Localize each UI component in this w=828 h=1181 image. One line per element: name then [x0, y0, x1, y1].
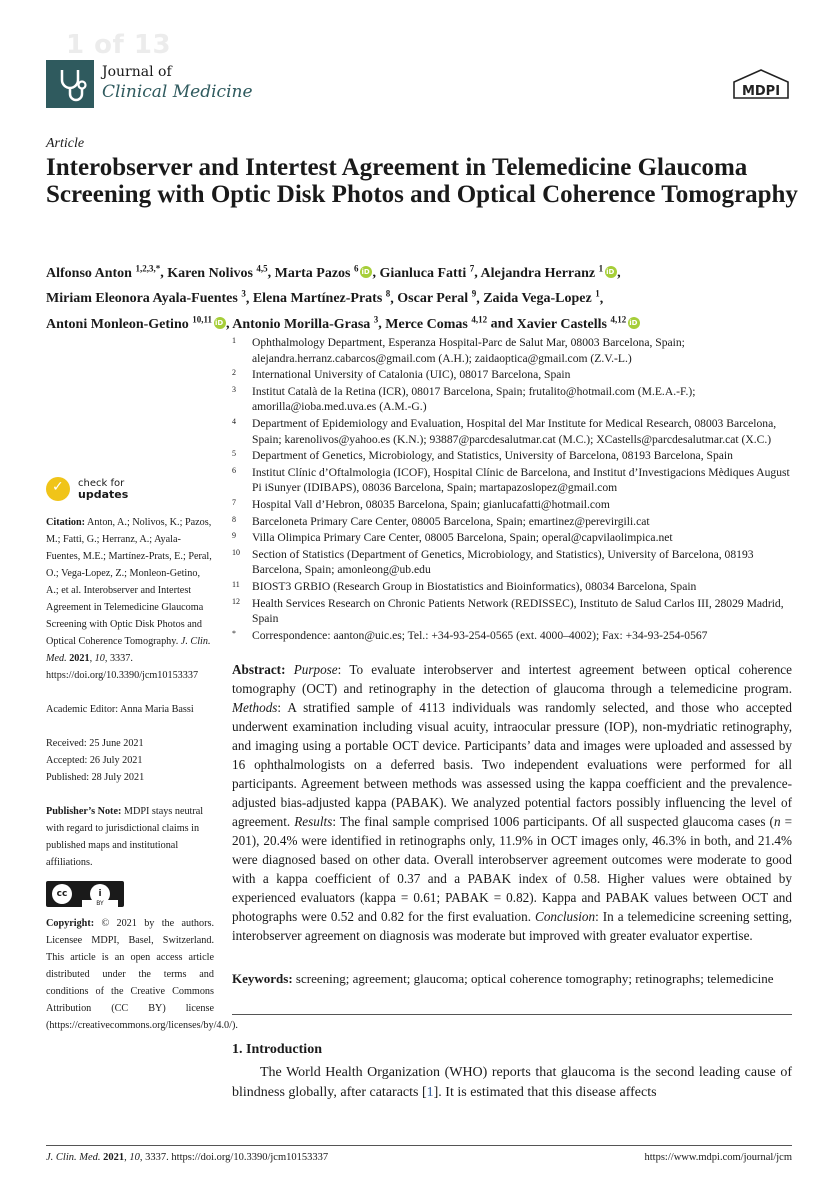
- affiliation-mark: 6: [232, 465, 236, 475]
- author[interactable]: [483, 288, 600, 307]
- keywords-label: Keywords:: [232, 971, 293, 986]
- academic-editor: Academic Editor: Anna Maria Bassi: [46, 704, 194, 715]
- author-affiliation-marks: 1: [595, 288, 600, 299]
- footer-volume: 10: [129, 1152, 140, 1163]
- author[interactable]: [274, 263, 373, 281]
- results-text-a: : The final sample comprised 1006 participants. Of all suspected glaucoma cases (: [332, 814, 774, 829]
- author[interactable]: [46, 314, 226, 332]
- article-type: Article: [46, 136, 85, 151]
- cc-icon: cc: [52, 884, 72, 904]
- check-updates-line1: check for: [78, 478, 125, 489]
- check-updates-icon: [46, 477, 70, 501]
- affiliation-mark: 7: [232, 497, 236, 507]
- author-name: Antoni Monleon-Getino: [46, 316, 189, 332]
- author-affiliation-marks: 10,11: [192, 314, 212, 325]
- affiliation-item: [232, 448, 792, 464]
- author-affiliation-marks: 8: [385, 288, 391, 299]
- author[interactable]: [232, 314, 379, 332]
- author[interactable]: [167, 263, 268, 281]
- copyright-text: © 2021 by the authors. Licensee MDPI, Basel, Switzerland. This article is an open access article distributed under the terms and conditions of the Creative Commons Attribution (CC BY) license (https://creativecommons.org/licenses/by/4.0/).: [46, 918, 238, 1031]
- author-separator: ,: [245, 291, 253, 307]
- methods-text: : A stratified sample of 4113 individuals was randomly selected, and those who accepted underwent examination including visual acuity, intraocular pressure (IOP), non-mydriatic retinography, and imaging using a portable OCT device. Participants’ data and images were uploaded and assessed by 16 ophthalmologists on a deferred basis. Two independent evaluations were performed for all participants. Agreement between methods was assessed using the kappa coefficient and the prevalence-adjusted bias-adjusted kappa (PABAK). We analyzed potential factors possibly influencing the level of agreement.: [232, 700, 792, 829]
- author-name: Zaida Vega-Lopez: [483, 291, 592, 307]
- author-separator: ,: [226, 316, 233, 332]
- section-divider: [232, 1014, 792, 1015]
- check-for-updates-button[interactable]: [46, 477, 128, 501]
- author-name: Oscar Peral: [397, 291, 469, 307]
- affiliation-text: Hospital Vall d’Hebron, 08035 Barcelona, Spain; gianlucafatti@hotmail.com: [252, 497, 610, 511]
- affiliation-mark: 8: [232, 514, 236, 524]
- author-name: Gianluca Fatti: [379, 265, 467, 281]
- affiliation-mark: 5: [232, 449, 236, 459]
- citation-volume: 10: [94, 653, 105, 664]
- affiliation-item: [232, 416, 792, 447]
- check-updates-line2: updates: [78, 488, 129, 501]
- affiliation-text: Health Services Research on Chronic Patients Network (REDISSEC), Instituto de Salud Carlos III, 28029 Madrid, Spain: [252, 596, 784, 626]
- author-affiliation-marks: 1: [598, 263, 604, 273]
- affiliation-mark: *: [232, 628, 236, 638]
- affiliation-item: [232, 530, 792, 546]
- affiliation-mark: 9: [232, 531, 236, 541]
- author-affiliation-marks: 9: [471, 288, 477, 299]
- methods-label: Methods: [232, 700, 278, 715]
- footer-journal-url[interactable]: https://www.mdpi.com/journal/jcm: [644, 1152, 792, 1163]
- copyright: [46, 915, 238, 1034]
- author[interactable]: [46, 288, 246, 307]
- conclusion-label: Conclusion: [535, 909, 596, 924]
- conclusion-text: : In a telemedicine screening setting, interobserver agreement on diagnosis was moderate but improved with greater evaluator expertise.: [232, 909, 792, 943]
- author-affiliation-marks: 1,2,3,*: [135, 263, 161, 273]
- affiliation-item: [232, 579, 792, 595]
- publisher-note-label: Publisher’s Note:: [46, 806, 122, 817]
- journal-name[interactable]: [102, 64, 253, 102]
- keywords-text: screening; agreement; glaucoma; optical coherence tomography; retinographs; telemedicine: [295, 971, 774, 986]
- published-date: Published: 28 July 2021: [46, 772, 145, 783]
- author-affiliation-marks: 3: [241, 288, 246, 299]
- citation-doi[interactable]: , 3337. https://doi.org/10.3390/jcm10153337: [46, 653, 199, 681]
- publisher-note: [46, 803, 214, 871]
- article-title: Interobserver and Intertest Agreement in Telemedicine Glaucoma Screening with Optic Disk Photos and Optical Coherence Tomography: [46, 154, 798, 208]
- copyright-label: Copyright:: [46, 918, 95, 929]
- author-name: Alfonso Anton: [46, 265, 132, 281]
- journal-logo[interactable]: [46, 60, 94, 108]
- author-affiliation-marks: 4,12: [610, 314, 627, 325]
- author-name: Miriam Eleonora Ayala-Fuentes: [46, 291, 238, 307]
- footer-divider: [46, 1145, 792, 1146]
- accepted-date: Accepted: 26 July 2021: [46, 755, 143, 766]
- cc-by-label: BY: [82, 900, 118, 907]
- purpose-label: Purpose: [293, 662, 338, 677]
- orcid-icon[interactable]: [214, 317, 226, 329]
- author-separator: and: [487, 316, 517, 332]
- author[interactable]: [252, 288, 391, 307]
- author[interactable]: [480, 263, 617, 281]
- affiliation-mark: 10: [232, 547, 240, 557]
- author[interactable]: [397, 288, 477, 307]
- affiliation-text: Ophthalmology Department, Esperanza Hospital-Parc de Salut Mar, 08003 Barcelona, Spain; alejandra.herranz.cabarcos@gmail.com (A.H.); zaidaoptica@gmail.com (Z.V.-L.): [252, 336, 685, 365]
- author-name: Antonio Morilla-Grasa: [232, 316, 371, 332]
- affiliation-text: Correspondence: aanton@uic.es; Tel.: +34-93-254-0565 (ext. 4000–4002); Fax: +34-93-254-0567: [252, 628, 708, 642]
- publisher-note-text: MDPI stays neutral with regard to jurisdictional claims in published maps and institutional affiliations.: [46, 806, 204, 868]
- abstract-label: Abstract:: [232, 662, 286, 677]
- affiliation-item: [232, 514, 792, 530]
- affiliation-item: [232, 465, 792, 496]
- affiliation-mark: 2: [232, 368, 236, 378]
- section-heading-introduction: 1. Introduction: [232, 1042, 322, 1057]
- author-name: Merce Comas: [385, 316, 468, 332]
- author-name: Xavier Castells: [516, 316, 607, 332]
- citation-year: 2021: [69, 653, 90, 664]
- author-name: Karen Nolivos: [167, 265, 253, 281]
- author-affiliation-marks: 4,5: [256, 263, 268, 273]
- author-affiliation-marks: 4,12: [471, 314, 488, 325]
- citation-text: Anton, A.; Nolivos, K.; Pazos, M.; Fatti, G.; Herranz, A.; Ayala-Fuentes, M.E.; Martínez-Prats, E.; Peral, O.; Vega-Lopez, Z.; Monleon-Getino, A.; et al. Interobserver and Intertest Agreement in Telemedicine Glaucoma Screening with Optic Disk Photos and Optical Coherence Tomography.: [46, 517, 212, 647]
- affiliation-text: Barceloneta Primary Care Center, 08005 Barcelona, Spain; emartinez@perevirgili.cat: [252, 514, 650, 528]
- orcid-icon[interactable]: [605, 266, 617, 278]
- author-separator: ,: [267, 265, 275, 281]
- received-date: Received: 25 June 2021: [46, 738, 144, 749]
- affiliation-mark: 11: [232, 579, 240, 589]
- author-name: Elena Martínez-Prats: [252, 291, 383, 307]
- mdpi-logo[interactable]: [730, 68, 792, 104]
- author-name: Alejandra Herranz: [480, 265, 596, 281]
- introduction-paragraph: [232, 1063, 792, 1103]
- affiliation-item: [232, 596, 792, 627]
- affiliation-item: [232, 497, 792, 513]
- affiliation-text: Institut Català de la Retina (ICR), 08017 Barcelona, Spain; frutalito@hotmail.com (M.E.A.-F.); amorilla@ioba.med.uva.es (A.M.-G.): [252, 384, 696, 414]
- affiliation-text: Department of Genetics, Microbiology, and Statistics, University of Barcelona, 08193 Barcelona, Spain: [252, 449, 733, 463]
- footer-year: 2021: [103, 1152, 125, 1163]
- orcid-icon[interactable]: [628, 317, 640, 329]
- purpose-text: : To evaluate interobserver and intertest agreement between optical coherence tomography (OCT) and retinography in the detection of glaucoma through a telemedicine program.: [232, 662, 793, 696]
- author-affiliation-marks: 7: [469, 263, 475, 273]
- author-affiliation-marks: 6: [353, 263, 359, 273]
- abstract: [232, 660, 792, 945]
- footer-journal: J. Clin. Med.: [46, 1152, 101, 1163]
- author-separator: ,: [160, 265, 168, 281]
- author-separator: ,: [378, 316, 386, 332]
- citation-link[interactable]: 1: [426, 1085, 434, 1100]
- affiliation-item: [232, 335, 792, 366]
- intro-text-a: The World Health Organization (WHO) reports that glaucoma is the second leading cause of blindness globally, after cataracts [: [232, 1065, 792, 1100]
- page-indicator: 1 of 13: [66, 30, 172, 60]
- affiliation-item: [232, 547, 792, 578]
- author-separator: ,: [599, 291, 604, 307]
- affiliation-item: [232, 367, 792, 383]
- affiliation-mark: 1: [232, 336, 236, 345]
- author[interactable]: [516, 314, 641, 332]
- author[interactable]: [46, 263, 161, 281]
- mdpi-logo-icon: [730, 68, 792, 104]
- results-text-b: = 201), 20.4% were identified in retinographs only, 11.9% in OCT images only, 46.3% in both, and 21.4% were diagnosed based on other data. Overall interobserver agreement outcomes were moderate to good with a kappa coefficient of 0.37 and a PABAK index of 0.58. Higher values were obtained by experienced evaluators (kappa = 0.61; PABAK = 0.82). Kappa and PABAK values between OCT and photographs were 0.52 and 0.82 for the first evaluation.: [232, 814, 792, 924]
- orcid-icon[interactable]: [360, 266, 372, 278]
- journal-name-line1: Journal of: [102, 64, 172, 80]
- affiliations: [232, 335, 792, 644]
- author-list: [46, 258, 806, 335]
- cc-by-license-badge[interactable]: [46, 881, 124, 907]
- affiliation-item: [232, 628, 792, 644]
- author-separator: ,: [617, 265, 621, 281]
- author-separator: ,: [474, 265, 481, 281]
- affiliation-mark: 4: [232, 416, 236, 426]
- citation-journal: J. Clin. Med.: [46, 636, 211, 664]
- affiliation-text: International University of Catalonia (UIC), 08017 Barcelona, Spain: [252, 368, 571, 382]
- results-n: n: [773, 814, 781, 829]
- affiliation-mark: 12: [232, 596, 240, 606]
- intro-text-b: ]. It is estimated that this disease affects: [433, 1085, 657, 1100]
- affiliation-item: [232, 384, 792, 415]
- citation-label: Citation:: [46, 517, 86, 528]
- author[interactable]: [385, 314, 488, 332]
- mdpi-logo-text: MDPI: [741, 84, 781, 99]
- affiliation-text: Villa Olimpica Primary Care Center, 08005 Barcelona, Spain; operal@capvilaolimpica.net: [252, 531, 673, 545]
- author-separator: ,: [476, 291, 484, 307]
- affiliation-text: BIOST3 GRBIO (Research Group in Biostatistics and Bioinformatics), 08034 Barcelona, Spain: [252, 579, 697, 593]
- author-name: Marta Pazos: [274, 265, 351, 281]
- affiliation-text: Institut Clínic d’Oftalmologia (ICOF), Hospital Clínic de Barcelona, and Institut d’Investigacions Mèdiques August Pi iSunyer (IDIBAPS), 08036 Barcelona, Spain; martapazoslopez@gmail.com: [252, 465, 790, 495]
- affiliation-mark: 3: [232, 384, 236, 394]
- footer-citation: J. Clin. Med. 2021, 10, 3337. https://doi.org/10.3390/jcm10153337: [46, 1152, 329, 1163]
- stethoscope-icon: [46, 60, 94, 108]
- keywords: [232, 970, 792, 988]
- attribution-icon: i: [90, 884, 110, 904]
- journal-name-line2: Clinical Medicine: [102, 82, 253, 102]
- citation: Citation: Anton, A.; Nolivos, K.; Pazos, M.; Fatti, G.; Herranz, A.; Ayala-Fuentes, M.E.; Martínez-Prats, E.; Peral, O.; Vega-Lopez, Z.; Monleon-Getino, A.; et al. Interobserver and Intertest Agreement in Telemedicine Glaucoma Screening with Optic Disk Photos and Optical Coherence Tomography. J. Clin. Med. 2021, 10, 3337. https://doi.org/10.3390/jcm10153337: [46, 517, 212, 681]
- results-label: Results: [294, 814, 333, 829]
- author-separator: ,: [390, 291, 398, 307]
- author-affiliation-marks: 3: [373, 314, 379, 325]
- author[interactable]: [379, 263, 475, 281]
- affiliation-text: Section of Statistics (Department of Genetics, Microbiology, and Statistics), University of Barcelona, 08193 Barcelona, Spain; amonleong@ub.edu: [252, 547, 754, 577]
- affiliation-text: Department of Epidemiology and Evaluation, Hospital del Mar Institute for Medical Research, 08003 Barcelona, Spain; karenolivos@yahoo.es (K.N.); 93887@parcdesalutmar.cat (M.C.); XCastells@parcdesalutmar.cat (X.C.): [252, 416, 777, 446]
- footer-doi[interactable]: , 3337. https://doi.org/10.3390/jcm10153337: [139, 1152, 329, 1163]
- author-separator: ,: [372, 265, 380, 281]
